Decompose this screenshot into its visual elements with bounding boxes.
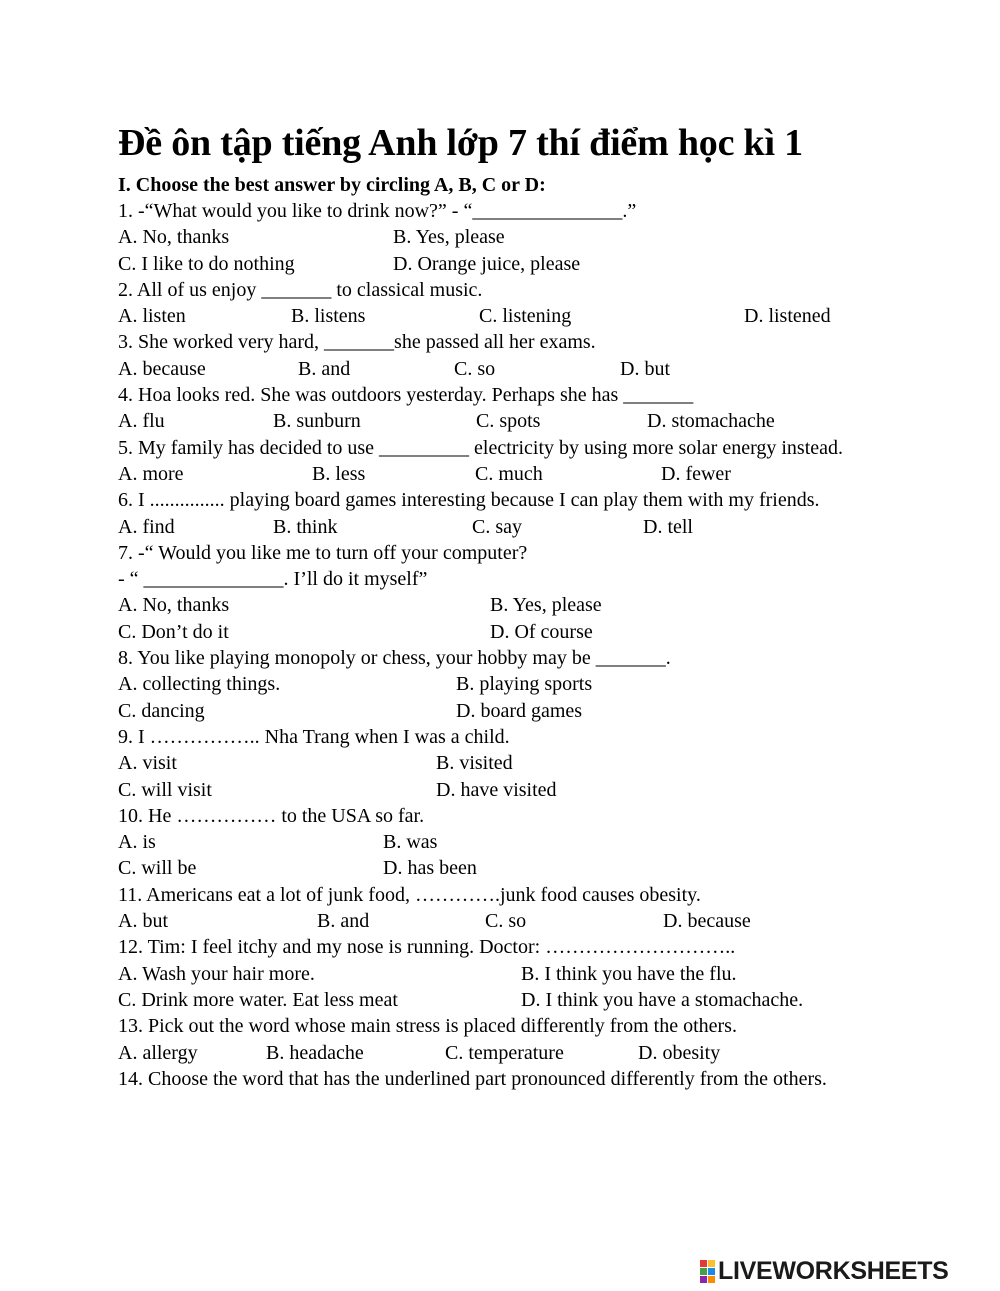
option-d[interactable]: D. I think you have a stomachache.	[521, 988, 804, 1011]
options-q5	[118, 461, 880, 487]
option-b[interactable]: B. visited	[436, 752, 513, 775]
option-b[interactable]: B. headache	[266, 1041, 364, 1064]
option-d[interactable]: D. but	[620, 357, 670, 380]
options-q8-row2	[118, 698, 880, 724]
options-q10-row1	[118, 829, 880, 855]
question-8: 8. You like playing monopoly or chess, your hobby may be _______.	[118, 647, 671, 670]
option-d[interactable]: D. stomachache	[647, 410, 775, 433]
question-10: 10. He …………… to the USA so far.	[118, 804, 425, 827]
options-q10-row2	[118, 855, 880, 881]
logo-square	[708, 1268, 715, 1275]
option-d[interactable]: D. has been	[383, 857, 477, 880]
option-b[interactable]: B. think	[273, 515, 338, 538]
option-d[interactable]: D. obesity	[638, 1041, 721, 1064]
option-a[interactable]: A. collecting things.	[118, 673, 281, 696]
options-q4	[118, 408, 880, 434]
question-5: 5. My family has decided to use _________ electricity by using more solar energy instead.	[118, 436, 844, 459]
option-d[interactable]: D. have visited	[436, 778, 557, 801]
logo-square	[700, 1268, 707, 1275]
option-a[interactable]: A. No, thanks	[118, 594, 230, 617]
option-b[interactable]: B. Yes, please	[393, 226, 505, 249]
option-a[interactable]: A. allergy	[118, 1041, 198, 1064]
option-a[interactable]: A. listen	[118, 305, 186, 328]
option-c[interactable]: C. say	[472, 515, 522, 538]
option-d[interactable]: D. because	[663, 910, 751, 933]
question-7-reply: - “ ______________. I’ll do it myself”	[118, 568, 428, 591]
option-a[interactable]: A. because	[118, 357, 206, 380]
option-d[interactable]: D. fewer	[661, 462, 731, 485]
option-a[interactable]: A. more	[118, 462, 184, 485]
option-c[interactable]: C. so	[454, 357, 496, 380]
option-c[interactable]: C. will be	[118, 857, 197, 880]
option-c[interactable]: C. spots	[476, 410, 541, 433]
options-q13	[118, 1040, 880, 1066]
question-7: 7. -“ Would you like me to turn off your computer?	[118, 541, 528, 564]
option-b[interactable]: B. and	[298, 357, 351, 380]
question-9: 9. I …………….. Nha Trang when I was a child.	[118, 725, 510, 748]
option-d[interactable]: D. Orange juice, please	[393, 252, 581, 275]
liveworksheets-brand[interactable]	[700, 1256, 949, 1286]
question-14: 14. Choose the word that has the underlined part pronounced differently from the others.	[118, 1067, 827, 1090]
question-12: 12. Tim: I feel itchy and my nose is running. Doctor: ………………………..	[118, 936, 736, 959]
options-q12-row1	[118, 961, 880, 987]
options-q8-row1	[118, 671, 880, 697]
option-c[interactable]: C. Don’t do it	[118, 620, 229, 643]
options-q11	[118, 908, 880, 934]
option-b[interactable]: B. sunburn	[273, 410, 361, 433]
brand-name: LIVEWORKSHEETS	[718, 1256, 949, 1285]
option-c[interactable]: C. so	[485, 910, 527, 933]
option-b[interactable]: B. playing sports	[456, 673, 593, 696]
question-1: 1. -“What would you like to drink now?” - “_______________.”	[118, 200, 637, 222]
option-c[interactable]: C. will visit	[118, 778, 212, 801]
option-a[interactable]: A. No, thanks	[118, 226, 230, 249]
question-11: 11. Americans eat a lot of junk food, ………….junk food causes obesity.	[118, 883, 701, 906]
option-c[interactable]: C. dancing	[118, 699, 205, 722]
option-b[interactable]: B. listens	[291, 305, 366, 328]
options-q2	[118, 303, 880, 329]
logo-square	[700, 1260, 707, 1267]
options-q12-row2	[118, 987, 880, 1013]
option-b[interactable]: B. I think you have the flu.	[521, 962, 737, 985]
question-3: 3. She worked very hard, _______she passed all her exams.	[118, 331, 596, 354]
option-a[interactable]: A. is	[118, 831, 156, 854]
options-q1-row1	[118, 224, 880, 250]
option-a[interactable]: A. flu	[118, 410, 165, 433]
page-title: Đề ôn tập tiếng Anh lớp 7 thí điểm học kì 1	[118, 122, 803, 164]
logo-square	[708, 1276, 715, 1283]
option-c[interactable]: C. temperature	[445, 1041, 564, 1064]
options-q9-row2	[118, 777, 880, 803]
section-heading: I. Choose the best answer by circling A, B, C or D:	[118, 174, 546, 196]
question-2: 2. All of us enjoy _______ to classical music.	[118, 278, 483, 301]
options-q1-row2	[118, 251, 880, 277]
question-13: 13. Pick out the word whose main stress is placed differently from the others.	[118, 1015, 737, 1038]
option-d[interactable]: D. Of course	[490, 620, 593, 643]
option-b[interactable]: B. less	[312, 462, 366, 485]
logo-square	[700, 1276, 707, 1283]
option-c[interactable]: C. I like to do nothing	[118, 252, 295, 275]
option-b[interactable]: B. and	[317, 910, 370, 933]
logo-square	[708, 1260, 715, 1267]
options-q9-row1	[118, 750, 880, 776]
option-a[interactable]: A. Wash your hair more.	[118, 962, 315, 985]
options-q6	[118, 514, 880, 540]
option-c[interactable]: C. Drink more water. Eat less meat	[118, 988, 398, 1011]
option-d[interactable]: D. board games	[456, 699, 583, 722]
option-a[interactable]: A. find	[118, 515, 175, 538]
question-6: 6. I ............... playing board games interesting because I can play them with my friends.	[118, 489, 820, 512]
question-4: 4. Hoa looks red. She was outdoors yesterday. Perhaps she has _______	[118, 384, 694, 407]
option-c[interactable]: C. listening	[479, 305, 572, 328]
options-q7-row2	[118, 619, 880, 645]
option-c[interactable]: C. much	[475, 462, 543, 485]
option-d[interactable]: D. tell	[643, 515, 693, 538]
options-q7-row1	[118, 592, 880, 618]
option-a[interactable]: A. visit	[118, 752, 177, 775]
options-q3	[118, 356, 880, 382]
option-d[interactable]: D. listened	[744, 305, 831, 328]
option-b[interactable]: B. was	[383, 831, 438, 854]
option-a[interactable]: A. but	[118, 910, 168, 933]
worksheet	[118, 118, 880, 1092]
option-b[interactable]: B. Yes, please	[490, 594, 602, 617]
liveworksheets-logo-icon	[700, 1260, 715, 1283]
